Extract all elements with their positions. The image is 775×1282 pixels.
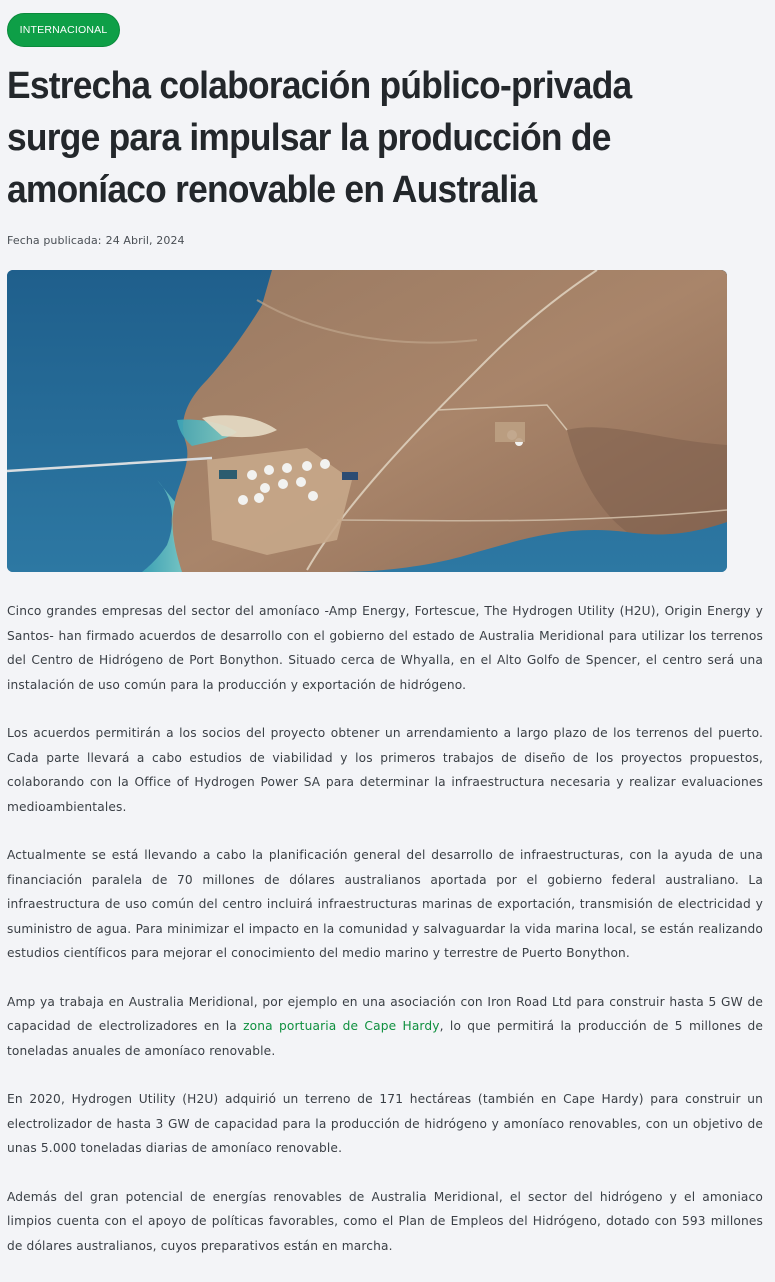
article-title: Estrecha colaboración público-privada surge para impulsar la producción de amoníaco renovable en Australia: [7, 65, 632, 211]
article-body: [7, 599, 763, 1282]
publish-date: [7, 234, 185, 247]
paragraph-6: Además del gran potencial de energías renovables de Australia Meridional, el sector del hidrógeno y el amoniaco limpios cuenta con el apoyo de políticas favorables, como el Plan de Empleos del Hidrógeno, dotado con 593 millones de dólares australianos, cuyos preparativos están en marcha.: [7, 1189, 763, 1253]
hero-image: [7, 270, 727, 572]
paragraph-4: [7, 990, 763, 1064]
paragraph-3: Actualmente se está llevando a cabo la planificación general del desarrollo de infraestructuras, con la ayuda de una financiación paralela de 70 millones de dólares australianos aportada por el gobierno federal australiano. La infraestructura de uso común del centro incluirá infraestructuras marinas de exportación, transmisión de electricidad y suministro de agua. Para minimizar el impacto en la comunidad y salvaguardar la vida marina local, se están realizando estudios científicos para mejorar el conocimiento del medio marino y terrestre de Puerto Bonython.: [7, 848, 763, 960]
publish-date-label: Fecha publicada:: [7, 234, 102, 247]
paragraph-1: Cinco grandes empresas del sector del amoníaco -Amp Energy, Fortescue, The Hydrogen Utility (H2U), Origin Energy y Santos- han firmado acuerdos de desarrollo con el gobierno del estado de Australia Meridional para utilizar los terrenos del Centro de Hidrógeno de Port Bonython. Situado cerca de Whyalla, en el Alto Golfo de Spencer, el centro será una instalación de uso común para la producción y exportación de hidrógeno.: [7, 604, 763, 692]
aerial-port-photo-icon: [7, 270, 727, 572]
paragraph-5: En 2020, Hydrogen Utility (H2U) adquirió un terreno de 171 hectáreas (también en Cape Hardy) para construir un electrolizador de hasta 3 GW de capacidad para la producción de hidrógeno y amoníaco renovables, con un objetivo de unas 5.000 toneladas diarias de amoníaco renovable.: [7, 1092, 763, 1155]
paragraph-4-text-a: Amp ya trabaja en Australia Meridional, por ejemplo en una asociación con Iron Road Ltd para construir hasta 5 GW de capacidad de electrolizadores en la: [7, 994, 763, 1033]
publish-date-value: 24 Abril, 2024: [105, 234, 185, 247]
category-badge[interactable]: INTERNACIONAL: [7, 13, 120, 47]
paragraph-4-text-b: , lo que permitirá la producción de 5 millones de toneladas anuales de amoníaco renovable.: [7, 1019, 764, 1058]
cape-hardy-link[interactable]: zona portuaria de Cape Hardy: [243, 1019, 440, 1033]
paragraph-2: Los acuerdos permitirán a los socios del proyecto obtener un arrendamiento a largo plazo de los terrenos del puerto. Cada parte llevará a cabo estudios de viabilidad y los primeros trabajos de diseño de los proyectos propuestos, colaborando con la Office of Hydrogen Power SA para determinar la infraestructura necesaria y realizar evaluaciones medioambientales.: [7, 726, 763, 814]
